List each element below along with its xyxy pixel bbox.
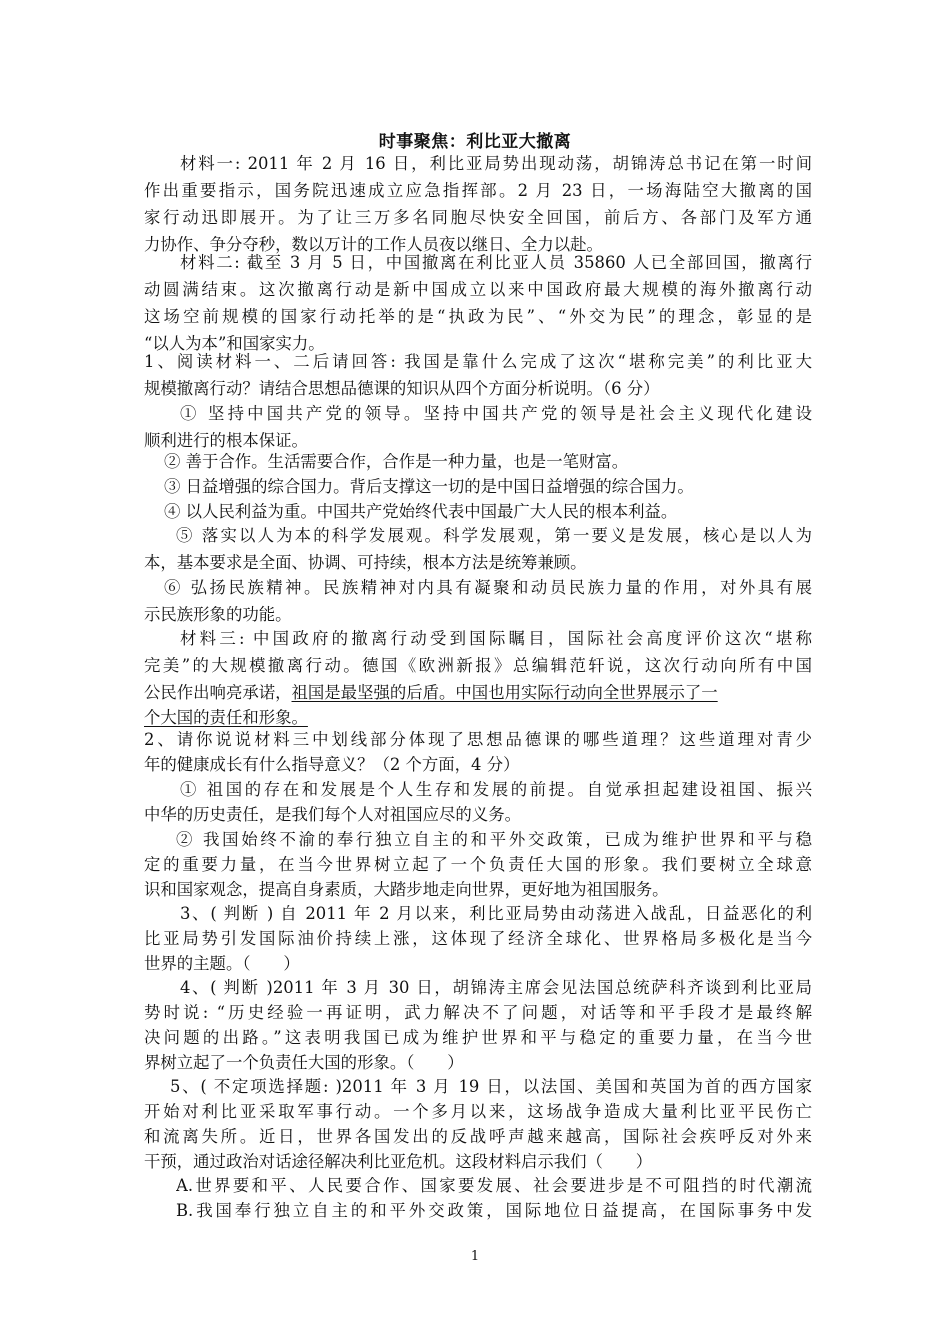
text-line: [144, 679, 812, 706]
text-line: 动圆满结束。这次撤离行动是新中国成立以来中国政府最大规模的海外撤离行动: [144, 280, 812, 299]
answer-line: 示民族形象的功能。: [144, 605, 292, 624]
page-number: 1: [470, 1249, 480, 1264]
text-line: 材料二: 截至 3 月 5 日，中国撤离在利比亚人员 35860 人已全部回国，撤离行: [180, 253, 812, 272]
question-5-line: 干预，通过政治对话途径解决利比亚危机。这段材料启示我们（ ）: [144, 1152, 653, 1171]
option-b: B.我国奉行独立自主的和平外交政策，国际地位日益提高，在国际事务中发: [176, 1201, 812, 1220]
underlined-text: 祖国是最坚强的后盾。中国也用实际行动向全世界展示了一: [291, 683, 718, 702]
answer-line: ⑥ 弘扬民族精神。民族精神对内具有凝聚和动员民族力量的作用，对外具有展: [164, 578, 812, 597]
text-line: 材料三: 中国政府的撤离行动受到国际瞩目，国际社会高度评价这次“堪称: [180, 629, 812, 648]
question-3-line: 3、( 判断 ) 自 2011 年 2 月以来，利比亚局势由动荡进入战乱，日益恶化的利: [180, 904, 812, 923]
answer-line: ② 善于合作。生活需要合作，合作是一种力量，也是一笔财富。: [164, 452, 629, 471]
answer-line: ② 我国始终不渝的奉行独立自主的和平外交政策，已成为维护世界和平与稳: [176, 830, 812, 849]
answer-line: 中华的历史责任，是我们每个人对祖国应尽的义务。: [144, 805, 521, 824]
page-title: 时事聚焦：利比亚大撤离: [378, 132, 572, 152]
text-segment: 公民作出响亮承诺，: [144, 683, 292, 702]
question-3-line: 世界的主题。（ ）: [144, 954, 300, 973]
text-line: 材料一: 2011 年 2 月 16 日，利比亚局势出现动荡，胡锦涛总书记在第一时间: [180, 154, 812, 173]
answer-line: ⑤ 落实以人为本的科学发展观。科学发展观，第一要义是发展，核心是以人为: [176, 526, 812, 545]
answer-line: ① 坚持中国共产党的领导。坚持中国共产党的领导是社会主义现代化建设: [180, 404, 812, 423]
answer-line: 本，基本要求是全面、协调、可持续，根本方法是统筹兼顾。: [144, 553, 587, 572]
question-5-line: 5、( 不定项选择题: )2011 年 3 月 19 日，以法国、美国和英国为首的西方国家: [170, 1077, 812, 1096]
answer-line: 顺利进行的根本保证。: [144, 431, 308, 450]
question-5-line: 开始对利比亚采取军事行动。一个多月以来，这场战争造成大量利比亚平民伤亡: [144, 1102, 812, 1121]
answer-line: 识和国家观念，提高自身素质，大踏步地走向世界，更好地为祖国服务。: [144, 880, 669, 899]
question-2-line: 2、请你说说材料三中划线部分体现了思想品德课的哪些道理？这些道理对青少: [144, 730, 812, 749]
answer-line: ④ 以人民利益为重。中国共产党始终代表中国最广大人民的根本利益。: [164, 502, 678, 521]
answer-line: ① 祖国的存在和发展是个人生存和发展的前提。自觉承担起建设祖国、振兴: [180, 780, 812, 799]
question-2-line: 年的健康成长有什么指导意义？（2 个方面，4 分）: [144, 755, 520, 774]
option-a: A.世界要和平、人民要合作、国家要发展、社会要进步是不可阻挡的时代潮流: [176, 1176, 812, 1195]
question-4-line: 势时说: “历史经验一再证明，武力解决不了问题，对话等和平手段才是最终解: [144, 1003, 812, 1022]
text-line: 家行动迅即展开。为了让三万多名同胞尽快安全回国，前后方、各部门及军方通: [144, 208, 812, 227]
question-3-line: 比亚局势引发国际油价持续上涨，这体现了经济全球化、世界格局多极化是当今: [144, 929, 812, 948]
question-1-line: 规模撤离行动？请结合思想品德课的知识从四个方面分析说明。（6 分）: [144, 379, 660, 398]
text-line: 作出重要指示，国务院迅速成立应急指挥部。2 月 23 日，一场海陆空大撤离的国: [144, 181, 812, 200]
question-4-line: 4、( 判断 )2011 年 3 月 30 日，胡锦涛主席会见法国总统萨科齐谈到利比亚局: [180, 978, 812, 997]
text-line: 力协作、争分夺秒，数以万计的工作人员夜以继日、全力以赴。: [144, 235, 603, 254]
answer-line: ③ 日益增强的综合国力。背后支撑这一切的是中国日益增强的综合国力。: [164, 477, 694, 496]
question-5-line: 和流离失所。近日，世界各国发出的反战呼声越来越高，国际社会疾呼反对外来: [144, 1127, 812, 1146]
text-line: 这场空前规模的国家行动托举的是“执政为民”、“外交为民”的理念，彰显的是: [144, 307, 812, 326]
underlined-text: 个大国的责任和形象。: [144, 708, 308, 727]
question-4-line: 决问题的出路。”这表明我国已成为维护世界和平与稳定的重要力量，在当今世: [144, 1028, 812, 1047]
question-1-line: 1、阅读材料一、二后请回答: 我国是靠什么完成了这次“堪称完美”的利比亚大: [144, 352, 812, 371]
answer-line: 定的重要力量，在当今世界树立起了一个负责任大国的形象。我们要树立全球意: [144, 855, 812, 874]
question-4-line: 界树立起了一个负责任大国的形象。（ ）: [144, 1053, 464, 1072]
text-line: “以人为本”和国家实力。: [144, 334, 325, 353]
text-line: 完美”的大规模撤离行动。德国《欧洲新报》总编辑范轩说，这次行动向所有中国: [144, 656, 812, 675]
